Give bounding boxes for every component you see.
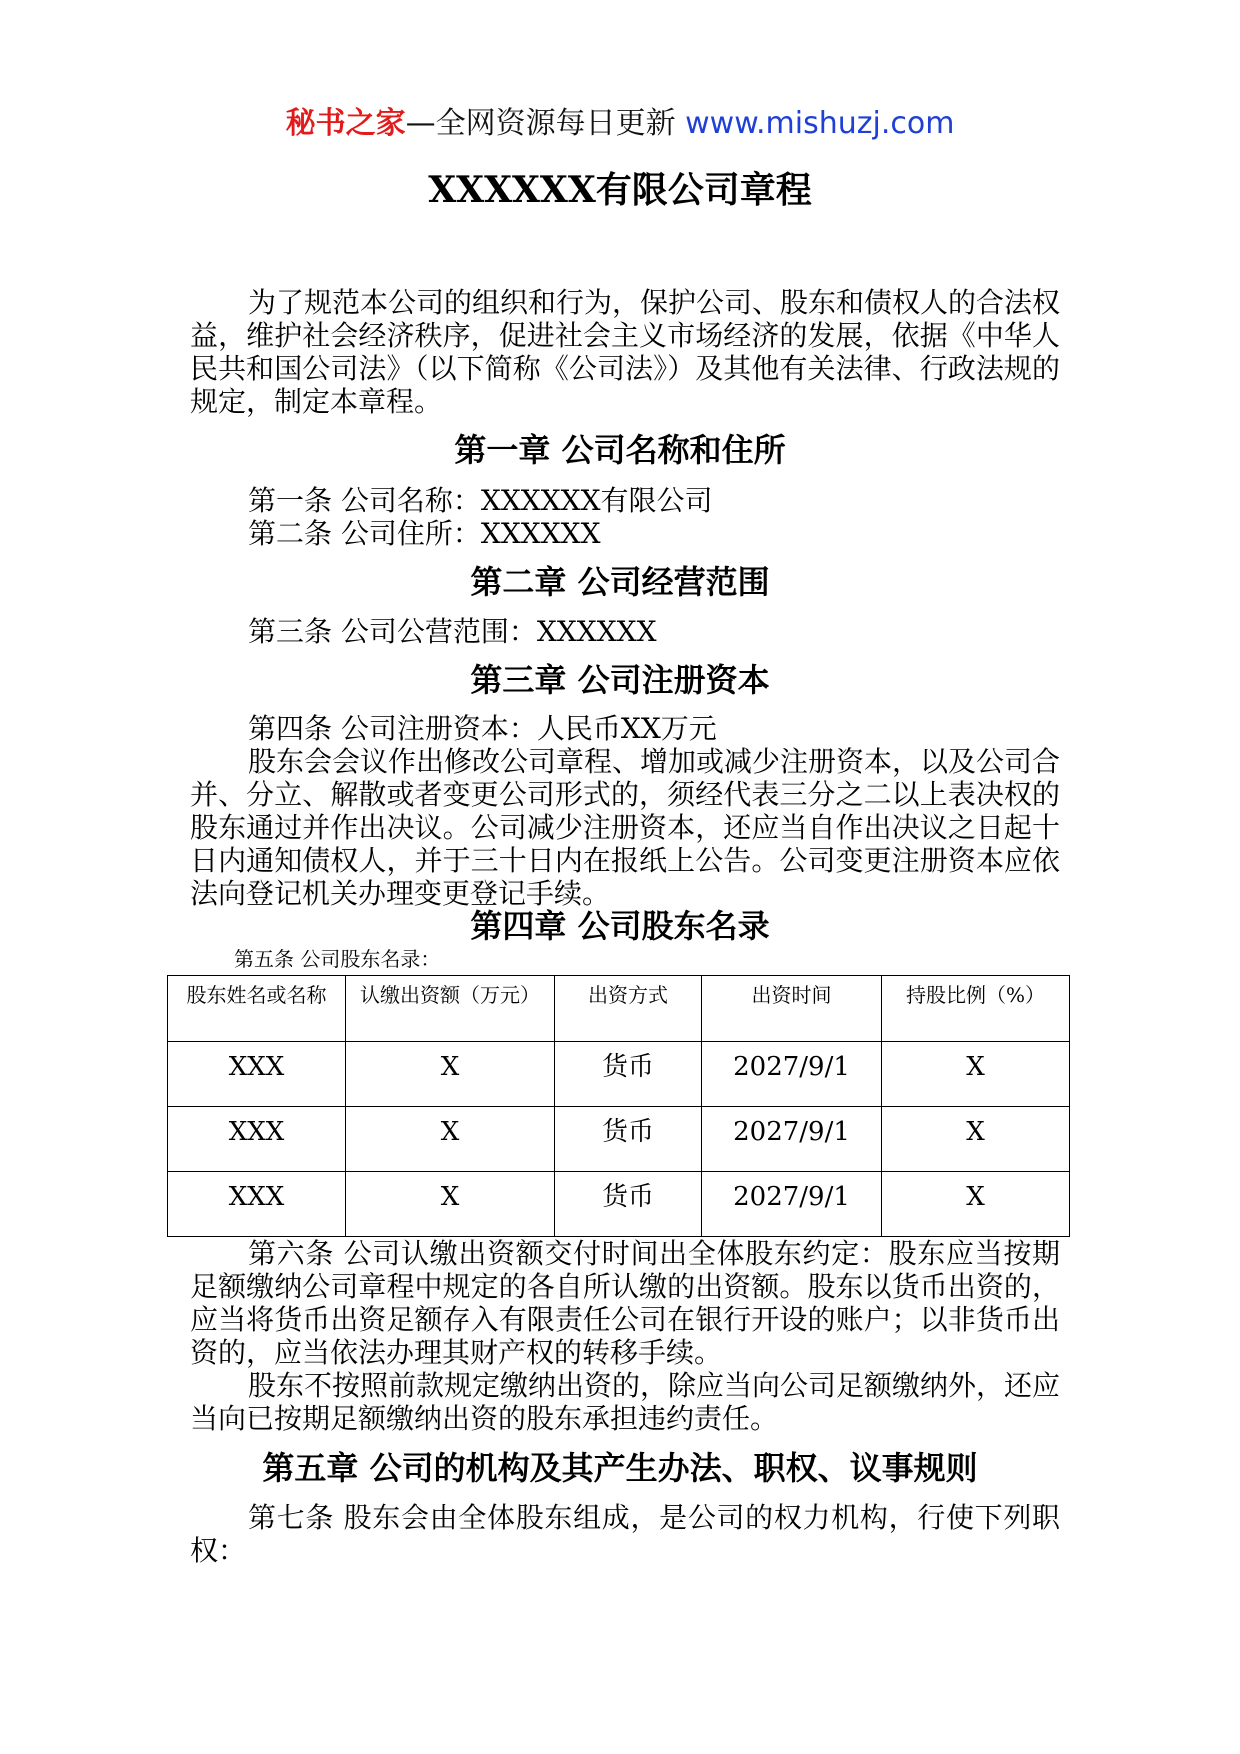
article-6-paragraph: 第六条 公司认缴出资额交付时间出全体股东约定：股东应当按期足额缴纳公司章程中规定的各自所认缴的出资额。股东以货币出资的，应当将货币出资足额存入有限责任公司在银行开设的账户；以非货币出资的，应当依法办理其财产权的转移手续。	[190, 1237, 1060, 1369]
table-cell: 货币	[555, 1172, 702, 1237]
table-cell: X	[346, 1042, 555, 1107]
table-row	[168, 1172, 1070, 1237]
table-cell: X	[882, 1107, 1070, 1172]
table-cell: 2027/9/1	[702, 1172, 882, 1237]
article-2: 第二条 公司住所：XXXXXX	[248, 517, 601, 550]
chapter-2-heading: 第二章 公司经营范围	[470, 563, 770, 601]
table-cell: XXX	[168, 1042, 346, 1107]
banner-url-link[interactable]: www.mishuzj.com	[685, 106, 955, 141]
table-header-cell: 出资时间	[702, 976, 882, 1042]
table-row	[168, 1107, 1070, 1172]
table-header-cell: 认缴出资额（万元）	[346, 976, 555, 1042]
banner-brand: 秘书之家	[285, 106, 406, 141]
table-header-cell: 出资方式	[555, 976, 702, 1042]
table-cell: X	[346, 1172, 555, 1237]
table-cell: X	[882, 1042, 1070, 1107]
table-cell: 货币	[555, 1042, 702, 1107]
article-1: 第一条 公司名称：XXXXXX有限公司	[248, 484, 713, 517]
table-header-cell: 股东姓名或名称	[168, 976, 346, 1042]
chapter-4-heading: 第四章 公司股东名录	[470, 907, 770, 945]
table-header-cell: 持股比例（%）	[882, 976, 1070, 1042]
article-4: 第四条 公司注册资本：人民币XX万元	[248, 712, 717, 745]
chapter-4-paragraph: 股东不按照前款规定缴纳出资的，除应当向公司足额缴纳外，还应当向已按期足额缴纳出资的股东承担违约责任。	[190, 1369, 1061, 1435]
table-cell: 2027/9/1	[702, 1042, 882, 1107]
table-cell: 2027/9/1	[702, 1107, 882, 1172]
table-cell: 货币	[555, 1107, 702, 1172]
chapter-3-paragraph: 股东会会议作出修改公司章程、增加或减少注册资本，以及公司合并、分立、解散或者变更公司形式的，须经代表三分之二以上表决权的股东通过并作出决议。公司减少注册资本，还应当自作出决议之日起十日内通知债权人，并于三十日内在报纸上公告。公司变更注册资本应依法向登记机关办理变更登记手续。	[190, 745, 1061, 910]
chapter-3-heading: 第三章 公司注册资本	[470, 661, 770, 699]
article-5-caption: 第五条 公司股东名录：	[234, 947, 441, 971]
table-cell: X	[346, 1107, 555, 1172]
shareholder-table	[167, 975, 1070, 1237]
table-row	[168, 1042, 1070, 1107]
table-cell: XXX	[168, 1107, 346, 1172]
article-3: 第三条 公司公营范围：XXXXXX	[248, 615, 657, 648]
table-cell: XXX	[168, 1172, 346, 1237]
chapter-5-heading: 第五章 公司的机构及其产生办法、职权、议事规则	[262, 1449, 978, 1487]
table-cell: X	[882, 1172, 1070, 1237]
site-banner	[0, 104, 1240, 144]
document-title: XXXXXX有限公司章程	[428, 169, 812, 211]
banner-slogan: —全网资源每日更新	[405, 106, 676, 141]
preamble-paragraph: 为了规范本公司的组织和行为，保护公司、股东和债权人的合法权益，维护社会经济秩序，促进社会主义市场经济的发展，依据《中华人民共和国公司法》（以下简称《公司法》）及其他有关法律、行政法规的规定，制定本章程。	[190, 286, 1061, 418]
table-header-row	[168, 976, 1070, 1042]
chapter-1-heading: 第一章 公司名称和住所	[454, 431, 786, 469]
article-7-paragraph: 第七条 股东会由全体股东组成，是公司的权力机构，行使下列职权：	[190, 1501, 1060, 1567]
